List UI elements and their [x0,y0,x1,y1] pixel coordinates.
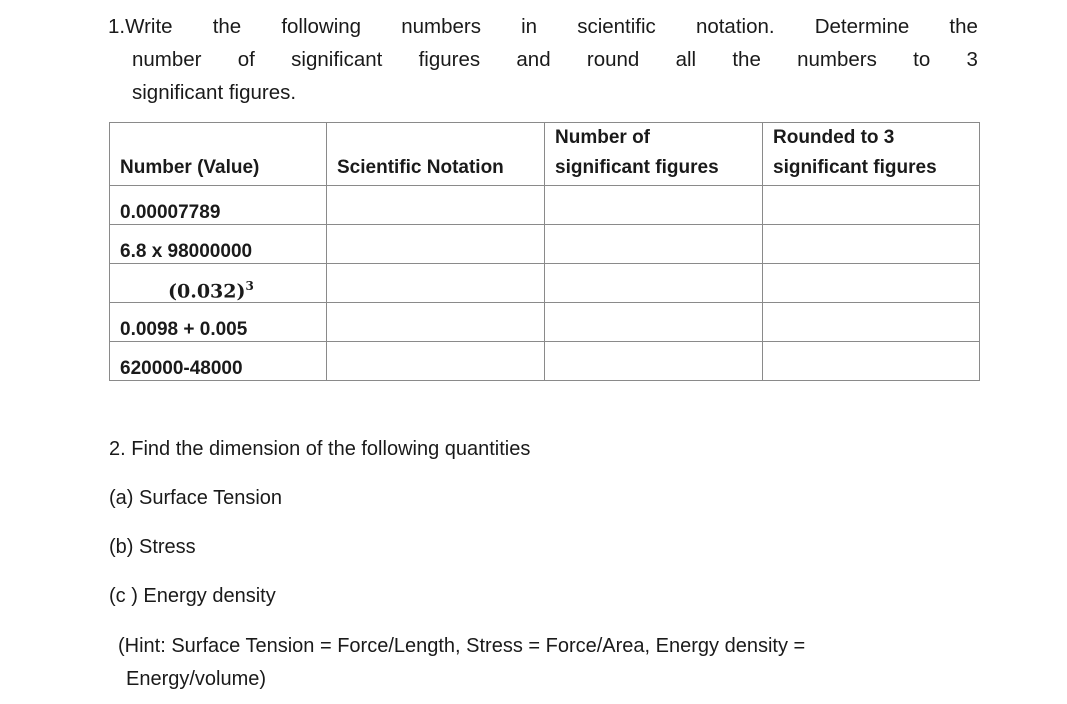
cell-scientific[interactable] [327,342,545,381]
question-2-item-a: (a) Surface Tension [109,487,283,509]
header-rounded-sig-figs [763,123,980,186]
table-row [110,186,980,225]
header-number-of-sig-figs [545,123,763,186]
q1-word: notation. [695,15,775,38]
hint-line-1: (Hint: Surface Tension = Force/Length, Stress = Force/Area, Energy density = [118,635,806,657]
table-row [110,225,980,264]
cell-value: 6.8 x 98000000 [110,225,327,264]
q1-word: in [521,15,538,38]
cell-sig-figs[interactable] [545,225,763,264]
cell-sig-figs[interactable] [545,264,763,303]
q1-word: and [516,48,551,71]
q1-word: all [675,48,697,71]
header-line: Number of [555,127,650,148]
cell-scientific[interactable] [327,225,545,264]
q1-word: to [913,48,931,71]
q1-word: the [732,48,761,71]
header-line: Rounded to 3 [773,127,895,148]
q1-word: number [132,48,202,71]
cell-rounded[interactable] [763,342,980,381]
question-1-text [108,10,978,109]
header-scientific-notation: Scientific Notation [327,123,545,186]
q1-word: 3 [966,48,978,71]
question-1-line-1 [108,10,978,43]
q1-word: numbers [401,15,481,38]
significant-figures-table [109,122,980,381]
q1-word: numbers [797,48,877,71]
question-2-item-c: (c ) Energy density [109,585,276,607]
cell-value: 0.0098 + 0.005 [110,303,327,342]
q1-word: figures [418,48,481,71]
table-row [110,342,980,381]
question-1-line-3: significant figures. [132,81,297,104]
hint-line-2: Energy/volume) [126,668,267,690]
q1-word: of [237,48,255,71]
cell-sig-figs[interactable] [545,342,763,381]
cell-value: 0.00007789 [110,186,327,225]
cell-scientific[interactable] [327,303,545,342]
math-exponent: 3 [245,278,254,293]
cell-value [110,264,327,303]
question-2-hint [118,630,805,696]
header-line: significant figures [773,157,937,178]
q1-word: scientific [577,15,656,38]
q1-word: significant [291,48,383,71]
cell-rounded[interactable] [763,303,980,342]
cell-scientific[interactable] [327,186,545,225]
header-line: significant figures [555,157,719,178]
q1-word: round [586,48,640,71]
q1-word: the [949,15,978,38]
q1-word: 1.Write [108,15,173,38]
cell-value: 620000-48000 [110,342,327,381]
question-1-line-2 [108,43,978,76]
cell-sig-figs[interactable] [545,303,763,342]
q1-word: Determine [814,15,910,38]
question-2-title: 2. Find the dimension of the following quantities [109,438,531,460]
cell-sig-figs[interactable] [545,186,763,225]
table-row [110,303,980,342]
q1-word: following [281,15,362,38]
q1-word: the [212,15,242,38]
table-row [110,264,980,303]
question-2-item-b: (b) Stress [109,536,196,558]
math-base: (0.032) [168,280,246,302]
cell-rounded[interactable] [763,264,980,303]
cell-rounded[interactable] [763,225,980,264]
header-number-value: Number (Value) [110,123,327,186]
table-header-row [110,123,980,186]
cell-rounded[interactable] [763,186,980,225]
cell-scientific[interactable] [327,264,545,303]
